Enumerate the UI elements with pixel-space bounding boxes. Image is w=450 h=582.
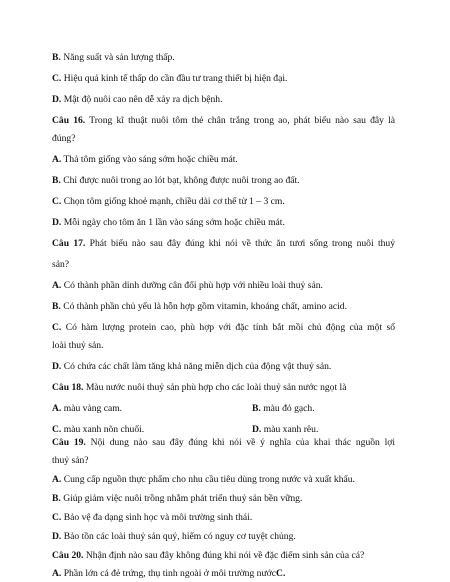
option-text: Phần lớn cá đẻ trứng, thụ tinh ngoài ở môi trường nước: [61, 568, 277, 579]
q16-stem-line1: [52, 113, 395, 128]
question-text: Phát biểu nào sau đây đúng khi nói về thức ăn tươi sống trong nuôi thuỷ: [85, 238, 395, 249]
option-label: D.: [52, 361, 62, 372]
option-label: A.: [52, 154, 62, 165]
option-text: Năng suất và sản lượng thấp.: [60, 52, 175, 63]
option-text: Có thành phần chủ yếu là hỗn hợp gồm vitamin, khoáng chất, amino acid.: [60, 301, 347, 312]
q19-option-d: [52, 529, 296, 544]
question-number: Câu 17.: [52, 238, 86, 249]
q19-option-c: [52, 510, 252, 525]
question-text: sản?: [52, 259, 70, 270]
option-text: Chỉ được nuôi trong ao lót bạt, không được nuôi trong ao đất.: [60, 175, 300, 186]
q18-stem: [52, 380, 346, 395]
q17-stem-line1: [52, 236, 395, 251]
option-text: Mỗi ngày cho tôm ăn 1 lần vào sáng sớm hoặc chiều mát.: [61, 217, 285, 228]
option-label: B.: [52, 493, 61, 504]
option-text: Thả tôm giống vào sáng sớm hoặc chiều mát.: [61, 154, 238, 165]
question-number: Câu 19.: [52, 437, 86, 448]
q16-option-a: [52, 152, 238, 167]
q20-stem: [52, 548, 364, 563]
q17-option-c-line1: [52, 320, 395, 335]
q17-stem-line2: [52, 257, 69, 272]
question-text: Màu nước nuôi thuỷ sản phù hợp cho các loài thuỷ sản nước ngọt là: [83, 382, 347, 393]
option-label: A.: [52, 403, 62, 414]
q17-option-d: [52, 359, 331, 374]
option-label: A.: [52, 474, 62, 485]
option-text: Giúp giảm việc nuôi trồng nhằm phát triển thuỷ sản bền vững.: [60, 493, 303, 504]
option-label: C.: [52, 512, 62, 523]
option-text: Chọn tôm giống khoẻ mạnh, chiều dài cơ thể từ 1 – 3 cm.: [61, 196, 285, 207]
question-text: Nội dung nào sau đây đúng khi nói về ý nghĩa của khai thác nguồn lợi: [85, 437, 396, 448]
question-number: Câu 20.: [52, 550, 84, 561]
q17-option-a: [52, 278, 323, 293]
option-label: C.: [52, 322, 62, 333]
q16-option-b: [52, 173, 300, 188]
q19-option-b: [52, 491, 302, 506]
q19-stem-line1: [52, 435, 395, 450]
option-label: B.: [52, 175, 61, 186]
option-label: A.: [52, 280, 62, 291]
q19-option-a: [52, 472, 355, 487]
option-text: màu xanh nõn chuối.: [61, 424, 145, 435]
question-number: Câu 16.: [52, 115, 86, 126]
q15-option-d: [52, 92, 223, 107]
question-text: Nhận định nào sau đây không đúng khi nói về đặc điểm sinh sản của cá?: [83, 550, 365, 561]
option-text: Bảo vệ đa dạng sinh học và môi trường sinh thái.: [61, 512, 253, 523]
option-label: C.: [52, 196, 62, 207]
option-text: Hiệu quả kinh tế thấp do cần đầu tư trang thiết bị hiện đại.: [61, 73, 288, 84]
q17-option-c-line2: [52, 338, 103, 353]
q18-option-a: [52, 401, 122, 416]
q16-option-c: [52, 194, 285, 209]
option-text: Có hàm lượng protein cao, phù hợp với đặc tính bắt mồi chủ động của một số: [61, 322, 395, 333]
q17-option-b: [52, 299, 347, 314]
option-text: màu vàng cam.: [61, 403, 123, 414]
q16-stem-line2: [52, 131, 75, 146]
option-text-bold-suffix: C.: [276, 568, 286, 579]
option-label: B.: [252, 403, 261, 414]
question-text: đúng?: [52, 133, 76, 144]
q15-option-c: [52, 71, 287, 86]
option-text: Bảo tồn các loài thuỷ sản quý, hiếm có nguy cơ tuyệt chủng.: [61, 531, 296, 542]
option-text: Có thành phần dinh dưỡng cân đối phù hợp với nhiều loài thuỷ sản.: [61, 280, 323, 291]
option-text: loài thuỷ sản.: [52, 340, 104, 351]
option-label: D.: [252, 424, 262, 435]
q16-option-d: [52, 215, 285, 230]
option-label: A.: [52, 568, 62, 579]
option-text: Có chứa các chất làm tăng khả năng miễn dịch của động vật thuỷ sản.: [61, 361, 332, 372]
q18-option-b: [252, 401, 315, 416]
option-label: D.: [52, 94, 62, 105]
q19-stem-line2: [52, 453, 89, 468]
option-label: D.: [52, 217, 62, 228]
option-label: B.: [52, 52, 61, 63]
option-label: B.: [52, 301, 61, 312]
q20-option-a: [52, 566, 285, 581]
question-text: Trong kĩ thuật nuôi tôm thẻ chân trắng trong ao, phát biểu nào sau đây là: [85, 115, 395, 126]
option-text: Cung cấp nguồn thực phẩm cho nhu cầu tiêu dùng trong nước và xuất khẩu.: [61, 474, 355, 485]
question-text: thuỷ sản?: [52, 455, 89, 466]
option-label: D.: [52, 531, 62, 542]
option-label: C.: [52, 424, 62, 435]
option-text: màu đỏ gạch.: [260, 403, 315, 414]
question-number: Câu 18.: [52, 382, 84, 393]
option-text: màu xanh rêu.: [261, 424, 319, 435]
q15-option-b: [52, 50, 175, 65]
option-label: C.: [52, 73, 62, 84]
option-text: Mật độ nuôi cao nên dễ xảy ra dịch bệnh.: [61, 94, 223, 105]
